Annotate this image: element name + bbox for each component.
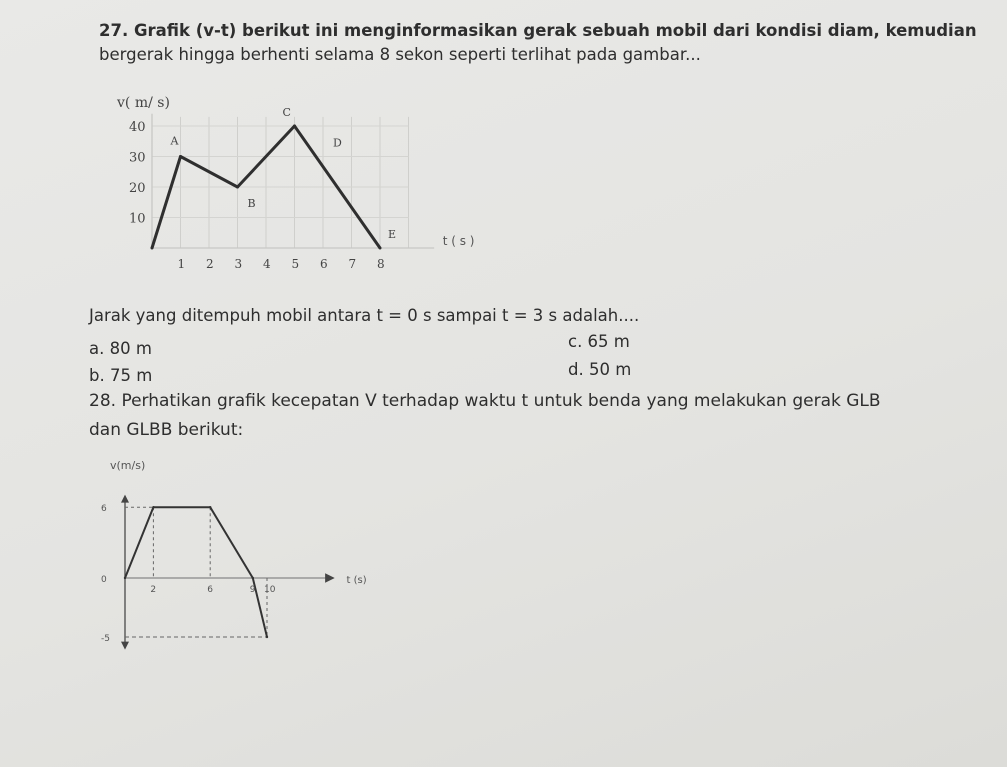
x-tick-label: 6	[207, 585, 213, 595]
data-point	[236, 186, 239, 189]
x-tick-label: 4	[263, 257, 271, 271]
x-tick-label: 1	[177, 257, 186, 271]
point-label-a: A	[170, 134, 179, 148]
data-point	[252, 577, 254, 579]
y-tick-label: 0	[101, 575, 107, 585]
y-tick-label: 6	[101, 504, 107, 515]
y-tick-label: 40	[129, 120, 146, 135]
data-point	[209, 506, 211, 508]
x-tick-label: 7	[348, 257, 357, 271]
q27-option-b[interactable]: b. 75 m	[89, 366, 153, 385]
data-point	[266, 636, 268, 638]
data-point	[379, 247, 382, 250]
point-label-e: E	[388, 228, 397, 241]
x-tick-label: 9	[249, 585, 256, 595]
q27-title-line2: bergerak hingga berhenti selama 8 sekon seperti terlihat pada gambar...	[99, 45, 701, 64]
q28-title-line1: 28. Perhatikan grafik kecepatan V terhadap waktu t untuk benda yang melakukan gerak GLB	[89, 391, 881, 411]
y-tick-label: 10	[129, 211, 146, 227]
y-tick-label: 20	[129, 181, 146, 196]
q27-question: Jarak yang ditempuh mobil antara t = 0 s sampai t = 3 s adalah....	[89, 306, 640, 325]
x-tick-label: 8	[377, 257, 385, 271]
point-label-b: B	[247, 197, 256, 210]
x-tick-label: 3	[234, 257, 243, 271]
data-point	[151, 247, 154, 250]
data-point	[152, 506, 154, 508]
data-point	[124, 577, 126, 579]
data-point	[179, 155, 182, 158]
q28-vt-graph	[85, 455, 375, 675]
x-tick-label: 2	[206, 257, 214, 271]
data-point	[293, 125, 296, 128]
q28-title-line2: dan GLBB berikut:	[89, 420, 244, 440]
y-axis-label: v(m/s)	[110, 459, 146, 472]
q27-option-d[interactable]: d. 50 m	[568, 360, 632, 379]
x-tick-label: 6	[320, 257, 328, 271]
x-axis-label: t (s)	[346, 575, 367, 586]
y-axis-label: v( m/ s)	[117, 95, 170, 111]
x-tick-label: 2	[150, 585, 157, 595]
x-axis-label: t ( s )	[442, 234, 475, 248]
q27-option-a[interactable]: a. 80 m	[89, 339, 152, 358]
x-tick-label: 10	[264, 585, 276, 595]
q27-option-c[interactable]: c. 65 m	[568, 332, 630, 351]
y-axis-arrow-up	[121, 495, 129, 503]
point-label-c: C	[282, 106, 291, 119]
y-axis-arrow-down	[121, 642, 129, 650]
point-label-d: D	[333, 136, 342, 150]
y-tick-label: -5	[101, 634, 110, 644]
y-tick-label: 30	[129, 150, 146, 166]
q27-title-line1: 27. Grafik (v-t) berikut ini menginformasikan gerak sebuah mobil dari kondisi diam, kemudian	[99, 21, 977, 40]
q27-vt-graph	[95, 85, 515, 280]
velocity-line	[125, 507, 267, 637]
x-tick-label: 5	[291, 257, 300, 271]
